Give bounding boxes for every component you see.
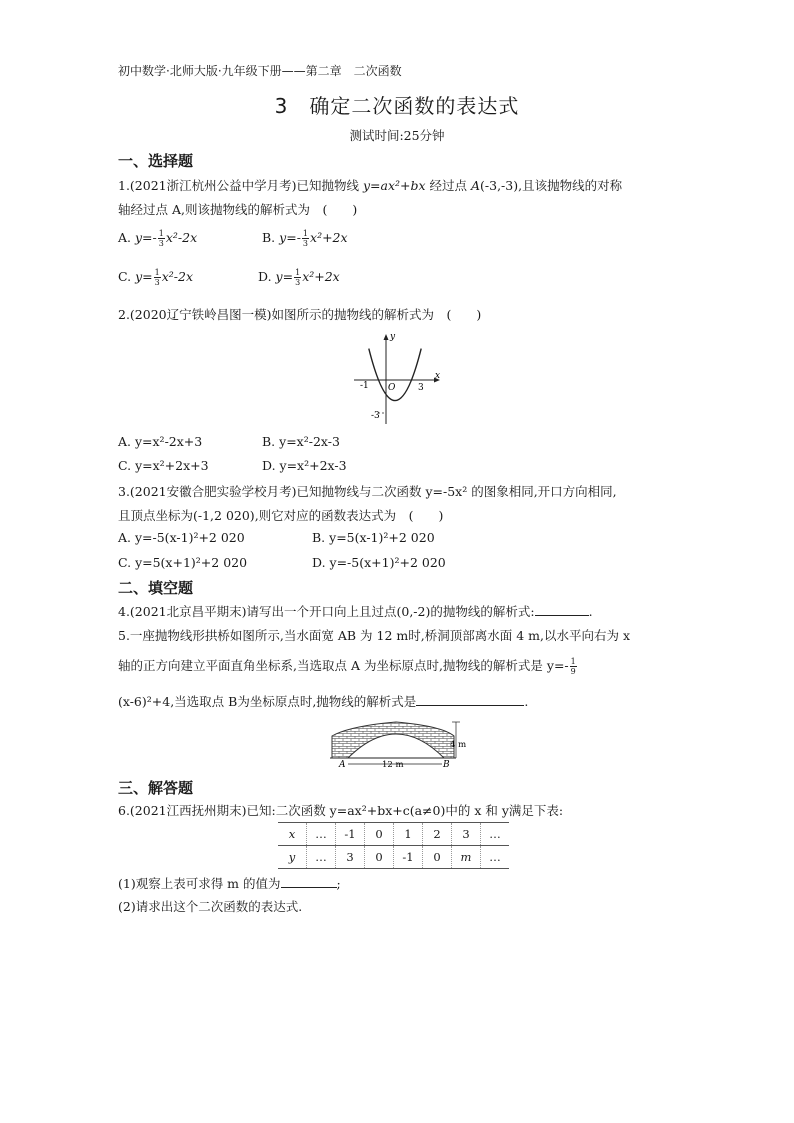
left-root-label: -1 bbox=[360, 381, 369, 391]
intercept-label: -3 bbox=[371, 411, 380, 421]
fraction: $\frac{1}{3}$ bbox=[302, 229, 309, 248]
height-label: 4 m bbox=[450, 740, 466, 750]
value-table bbox=[278, 822, 509, 869]
question-6-part-1: (1)观察上表可求得 m 的值为 ; bbox=[118, 876, 341, 891]
q2-option-c[interactable]: C. y=x²+2x+3 bbox=[118, 458, 209, 473]
x-axis-label: x bbox=[435, 371, 441, 381]
question-3-line-1: 3.(2021安徽合肥实验学校月考)已知抛物线与二次函数 y=-5x² 的图象相同,开口方向相同, bbox=[118, 484, 617, 499]
table-cell: 0 bbox=[365, 846, 394, 869]
answer-blank[interactable] bbox=[416, 693, 524, 706]
test-time: 测试时间:25分钟 bbox=[349, 128, 445, 143]
point-a-label: A bbox=[339, 760, 346, 768]
table-cell: 1 bbox=[394, 823, 423, 846]
fraction: $\frac{1}{3}$ bbox=[154, 268, 160, 287]
table-cell: … bbox=[481, 846, 510, 869]
table-cell: 3 bbox=[336, 846, 365, 869]
table-cell: 0 bbox=[365, 823, 394, 846]
arch-bridge-figure bbox=[330, 716, 466, 768]
table-cell: … bbox=[307, 823, 336, 846]
question-4: 4.(2021北京昌平期末)请写出一个开口向上且过点(0,-2)的抛物线的解析式: . bbox=[118, 604, 593, 619]
point-b-label: B bbox=[443, 760, 450, 768]
q1-option-b[interactable]: B. y=- $\frac{1}{3}$ x²+2x bbox=[262, 229, 348, 248]
q3-option-b[interactable]: B. y=5(x-1)²+2 020 bbox=[312, 530, 435, 545]
answer-blank[interactable] bbox=[281, 875, 337, 888]
q3-option-a[interactable]: A. y=-5(x-1)²+2 020 bbox=[118, 530, 245, 545]
question-1-line-1: 1.(2021浙江杭州公益中学月考)已知抛物线 y=ax²+bx 经过点 A(-3,-3),且该抛物线的对称 bbox=[118, 178, 623, 193]
parabola-graph bbox=[348, 328, 448, 430]
question-2-line-1: 2.(2020辽宁铁岭昌图一模)如图所示的抛物线的解析式为 ( ) bbox=[118, 307, 482, 322]
answer-blank[interactable] bbox=[535, 603, 589, 616]
table-row-y bbox=[278, 846, 509, 869]
q1-option-c[interactable]: C. y= $\frac{1}{3}$ x²-2x bbox=[118, 268, 194, 287]
table-cell: … bbox=[481, 823, 510, 846]
section-heading-answer: 三、解答题 bbox=[118, 779, 194, 797]
fraction: $\frac{1}{9}$ bbox=[570, 657, 576, 676]
question-5-line-3: (x-6)²+4,当选取点 B为坐标原点时,抛物线的解析式是 . bbox=[118, 694, 529, 709]
table-cell: 2 bbox=[423, 823, 452, 846]
q2-option-d[interactable]: D. y=x²+2x-3 bbox=[262, 458, 347, 473]
question-6-part-2: (2)请求出这个二次函数的表达式. bbox=[118, 899, 303, 914]
table-cell: m bbox=[452, 846, 481, 869]
bridge-structure bbox=[332, 722, 454, 758]
q2-option-b[interactable]: B. y=x²-2x-3 bbox=[262, 434, 340, 449]
section-heading-fill: 二、填空题 bbox=[118, 579, 194, 597]
question-5-line-2: 轴的正方向建立平面直角坐标系,当选取点 A 为坐标原点时,抛物线的解析式是 y=- $\frac{1}{9}$ bbox=[118, 657, 576, 676]
table-row-x bbox=[278, 823, 509, 846]
question-5-line-1: 5.一座抛物线形拱桥如图所示,当水面宽 AB 为 12 m时,桥洞顶部离水面 4 m,以水平向右为 x bbox=[118, 628, 630, 643]
question-6-line-1: 6.(2021江西抚州期末)已知:二次函数 y=ax²+bx+c(a≠0)中的 x 和 y满足下表: bbox=[118, 803, 564, 818]
fraction: $\frac{1}{3}$ bbox=[158, 229, 164, 248]
question-1-line-2: 轴经过点 A,则该抛物线的解析式为 ( ) bbox=[118, 202, 358, 217]
table-cell: … bbox=[307, 846, 336, 869]
q1-option-a[interactable]: A. y=- $\frac{1}{3}$ x²-2x bbox=[118, 229, 198, 248]
section-heading-choice: 一、选择题 bbox=[118, 152, 194, 170]
q3-option-d[interactable]: D. y=-5(x+1)²+2 020 bbox=[312, 555, 446, 570]
y-axis-arrow bbox=[384, 334, 389, 340]
question-3-line-2: 且顶点坐标为(-1,2 020),则它对应的函数表达式为 ( ) bbox=[118, 508, 444, 523]
table-cell: -1 bbox=[394, 846, 423, 869]
q1-option-d[interactable]: D. y= $\frac{1}{3}$ x²+2x bbox=[258, 268, 340, 287]
width-label: 12 m bbox=[382, 760, 404, 768]
q2-option-a[interactable]: A. y=x²-2x+3 bbox=[118, 434, 203, 449]
fraction: $\frac{1}{3}$ bbox=[295, 268, 301, 287]
table-cell: y bbox=[278, 846, 307, 869]
origin-label: O bbox=[388, 383, 396, 393]
y-axis-label: y bbox=[390, 332, 396, 342]
table-cell: 0 bbox=[423, 846, 452, 869]
table-cell: -1 bbox=[336, 823, 365, 846]
table-cell: x bbox=[278, 823, 307, 846]
q3-option-c[interactable]: C. y=5(x+1)²+2 020 bbox=[118, 555, 248, 570]
table-cell: 3 bbox=[452, 823, 481, 846]
page-title: 3 确定二次函数的表达式 bbox=[274, 94, 520, 118]
right-root-label: 3 bbox=[418, 383, 424, 393]
page-header: 初中数学·北师大版·九年级下册——第二章 二次函数 bbox=[118, 64, 402, 78]
